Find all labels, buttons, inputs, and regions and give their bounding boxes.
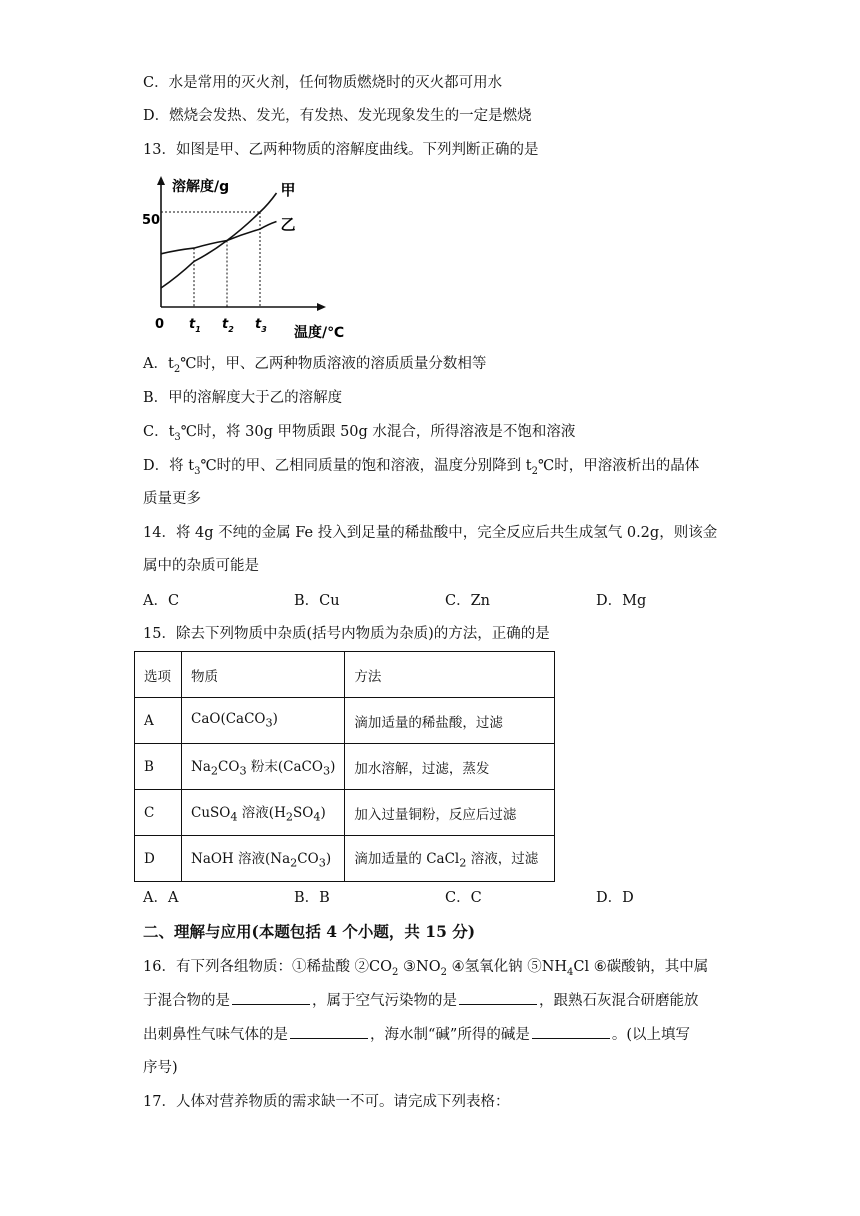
- table-row: [135, 836, 555, 882]
- table-header-option: 选项: [135, 652, 182, 698]
- table-cell-method: 加入过量铜粉，反应后过滤: [345, 790, 555, 836]
- x-axis-arrow: [317, 303, 326, 311]
- q13-option-d: D．将 $t_3℃$时的甲、乙相同质量的饱和溶液，温度分别降到 $t_2℃$时，甲溶液析出的晶体: [143, 458, 700, 477]
- table-cell-method: 滴加适量的 CaCl$_2$ 溶液，过滤: [345, 836, 555, 882]
- q14-stem-2: 属中的杂质可能是: [143, 558, 259, 574]
- table-cell-method: 加水溶解，过滤，蒸发: [345, 744, 555, 790]
- q13-option-a: A．$t_2℃$时，甲、乙两种物质溶液的溶质质量分数相等: [143, 356, 487, 375]
- q15-table: [134, 651, 555, 882]
- y-axis-label: 溶解度/g: [172, 179, 230, 195]
- table-cell-substance: NaOH 溶液$(Na_2CO_3)$: [182, 836, 345, 882]
- q16-line-2: 于混合物的是 ，属于空气污染物的是 ，跟熟石灰混合研磨能放: [143, 990, 699, 1011]
- table-header-method: 方法: [345, 652, 555, 698]
- curve-jia: [161, 193, 277, 288]
- table-row: [135, 698, 555, 744]
- q14-option-c: C．Zn: [445, 593, 491, 609]
- y-tick-50: 50: [142, 213, 161, 228]
- q15-stem: 15．除去下列物质中杂质(括号内物质为杂质)的方法，正确的是: [143, 626, 550, 642]
- table-row: [135, 744, 555, 790]
- series-label-yi: 乙: [280, 215, 296, 234]
- x-tick-t3: $t_3$: [255, 317, 267, 334]
- table-cell-option: B: [135, 744, 182, 790]
- curves: [161, 181, 296, 288]
- x-ticks: [189, 317, 267, 334]
- answer-blank[interactable]: [232, 990, 310, 1005]
- q13-stem: 13．如图是甲、乙两种物质的溶解度曲线。下列判断正确的是: [143, 142, 539, 158]
- origin-label: 0: [155, 317, 165, 332]
- q13-option-d-cont: 质量更多: [143, 491, 201, 507]
- x-tick-t1: $t_1$: [189, 317, 201, 334]
- q15-option-c: C．C: [445, 890, 482, 906]
- q14-option-d: D．Mg: [596, 593, 647, 609]
- table-cell-substance: $Na_2CO_3$ 粉末(CaCO$_3$): [182, 744, 345, 790]
- section-2-heading: 二、理解与应用(本题包括 4 个小题，共 15 分): [143, 922, 476, 941]
- x-axis-label: 温度/℃: [294, 325, 345, 340]
- q15-option-a: A．A: [143, 890, 179, 906]
- q16-line-4: 序号): [143, 1060, 178, 1076]
- y-axis-arrow: [157, 176, 165, 185]
- q13-option-c: C．$t_3℃$时，将 30g 甲物质跟 50g 水混合，所得溶液是不饱和溶液: [143, 424, 576, 443]
- q12-option-d: D．燃烧会发热、发光，有发热、发光现象发生的一定是燃烧: [143, 108, 532, 124]
- q15-option-d: D．D: [596, 890, 634, 906]
- answer-blank[interactable]: [290, 1024, 368, 1039]
- q14-option-a: A．C: [143, 593, 180, 609]
- table-cell-substance: CaO(CaCO$_3$): [182, 698, 345, 744]
- q16-line-3: 出刺鼻性气味气体的是 ，海水制“碱”所得的碱是 。(以上填写: [143, 1024, 690, 1045]
- q14-option-b: B．Cu: [294, 593, 340, 609]
- table-cell-substance: CuSO$_4$ 溶液$(H_2SO_4)$: [182, 790, 345, 836]
- q12-option-c: C．水是常用的灭火剂，任何物质燃烧时的灭火都可用水: [143, 75, 503, 91]
- q13-option-b: B．甲的溶解度大于乙的溶解度: [143, 390, 343, 406]
- answer-blank[interactable]: [459, 990, 537, 1005]
- q15-option-b: B．B: [294, 890, 330, 906]
- table-cell-option: D: [135, 836, 182, 882]
- q16-line-1: 16．有下列各组物质：①稀盐酸 $②CO_2$ $③NO_2$ ④氢氧化钠 $⑤NH_4Cl$ ⑥碳酸钠，其中属: [143, 959, 709, 978]
- table-cell-method: 滴加适量的稀盐酸，过滤: [345, 698, 555, 744]
- curve-yi: [161, 222, 277, 254]
- table-header-substance: 物质: [182, 652, 345, 698]
- series-label-jia: 甲: [280, 181, 296, 199]
- solubility-chart: [142, 172, 372, 340]
- q17-stem: 17．人体对营养物质的需求缺一不可。请完成下列表格：: [143, 1094, 510, 1110]
- q14-stem-1: 14．将 4g 不纯的金属 Fe 投入到足量的稀盐酸中，完全反应后共生成氢气 0.2g，则该金: [143, 525, 718, 541]
- table-cell-option: C: [135, 790, 182, 836]
- x-tick-t2: $t_2$: [222, 317, 234, 334]
- table-row: [135, 790, 555, 836]
- table-header-row: [135, 652, 555, 698]
- table-cell-option: A: [135, 698, 182, 744]
- answer-blank[interactable]: [532, 1024, 610, 1039]
